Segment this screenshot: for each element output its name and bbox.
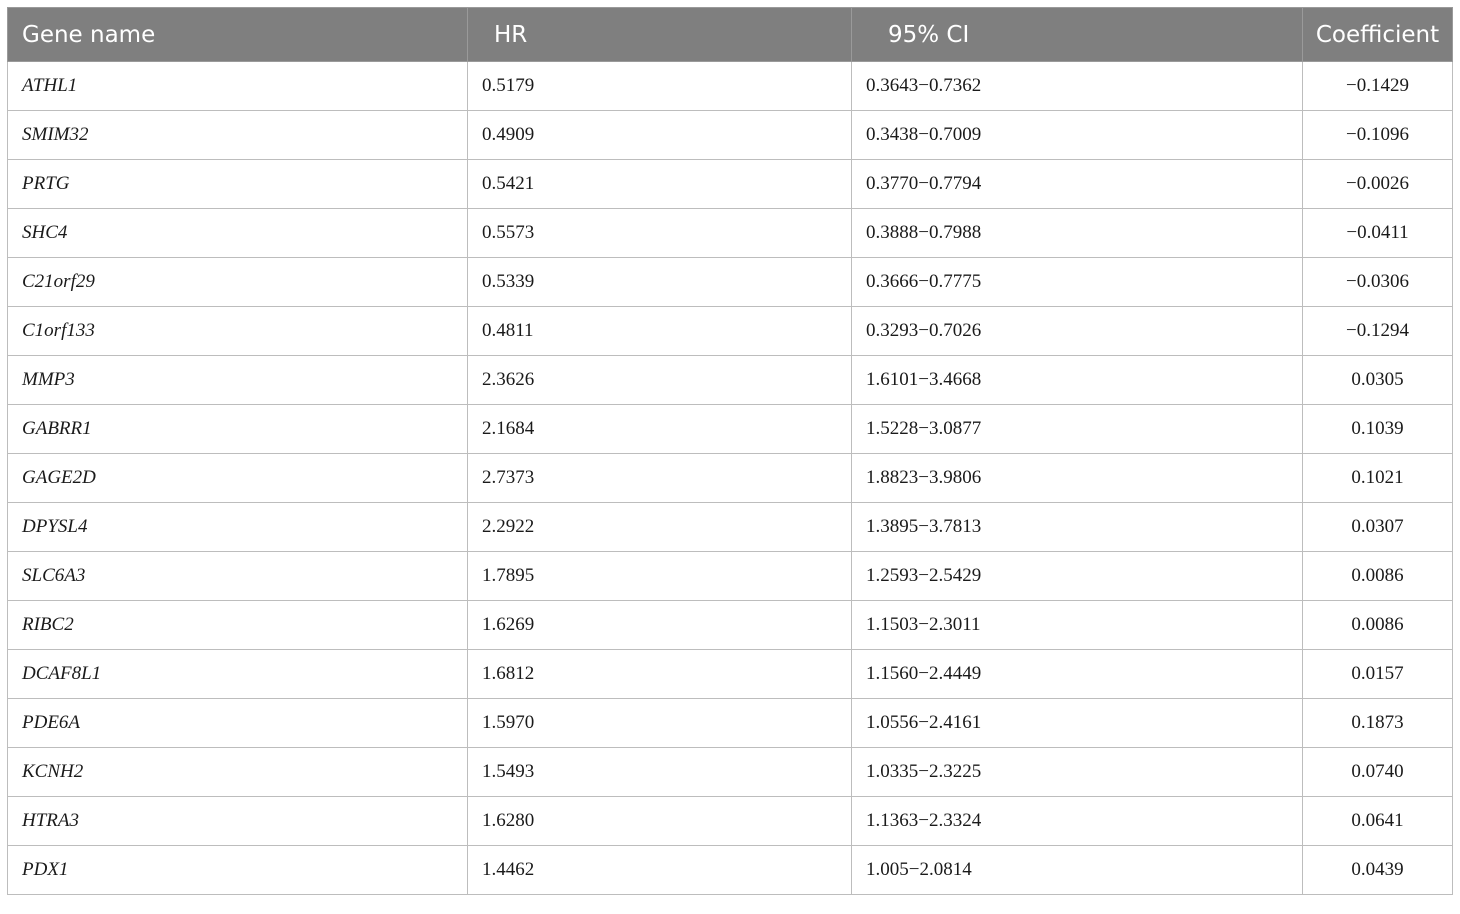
hr-cell: 1.6812 [468, 650, 852, 699]
gene-name-cell: SLC6A3 [8, 552, 468, 601]
gene-name-cell: DCAF8L1 [8, 650, 468, 699]
table-row [8, 356, 1453, 405]
table-row [8, 258, 1453, 307]
coefficient-cell: −0.0306 [1303, 258, 1453, 307]
coefficient-cell: 0.0307 [1303, 503, 1453, 552]
table-row [8, 62, 1453, 111]
hr-cell: 0.5573 [468, 209, 852, 258]
hr-cell: 2.1684 [468, 405, 852, 454]
gene-name-cell: KCNH2 [8, 748, 468, 797]
ci-cell: 1.0556−2.4161 [852, 699, 1303, 748]
gene-name-cell: PDX1 [8, 846, 468, 895]
coefficient-cell: 0.1039 [1303, 405, 1453, 454]
gene-name-cell: SMIM32 [8, 111, 468, 160]
header-hr: HR [468, 8, 852, 62]
table-row [8, 699, 1453, 748]
gene-name-cell: HTRA3 [8, 797, 468, 846]
coefficient-cell: −0.1294 [1303, 307, 1453, 356]
gene-name-cell: DPYSL4 [8, 503, 468, 552]
table-row [8, 307, 1453, 356]
coefficient-cell: 0.1873 [1303, 699, 1453, 748]
coefficient-cell: 0.1021 [1303, 454, 1453, 503]
header-row [8, 8, 1453, 62]
gene-name-cell: MMP3 [8, 356, 468, 405]
hr-cell: 2.7373 [468, 454, 852, 503]
ci-cell: 1.6101−3.4668 [852, 356, 1303, 405]
table-row [8, 503, 1453, 552]
ci-cell: 0.3643−0.7362 [852, 62, 1303, 111]
coefficient-cell: 0.0086 [1303, 552, 1453, 601]
gene-name-cell: C1orf133 [8, 307, 468, 356]
table-row [8, 160, 1453, 209]
table-row [8, 748, 1453, 797]
gene-name-cell: RIBC2 [8, 601, 468, 650]
gene-name-cell: C21orf29 [8, 258, 468, 307]
gene-name-cell: SHC4 [8, 209, 468, 258]
coefficient-cell: −0.0411 [1303, 209, 1453, 258]
table-row [8, 846, 1453, 895]
hr-cell: 1.6269 [468, 601, 852, 650]
ci-cell: 0.3293−0.7026 [852, 307, 1303, 356]
table-row [8, 209, 1453, 258]
table-row [8, 405, 1453, 454]
coefficient-cell: −0.0026 [1303, 160, 1453, 209]
header-coefficient: Coefficient [1303, 8, 1453, 62]
hr-cell: 1.5493 [468, 748, 852, 797]
ci-cell: 1.3895−3.7813 [852, 503, 1303, 552]
ci-cell: 0.3888−0.7988 [852, 209, 1303, 258]
hr-cell: 2.2922 [468, 503, 852, 552]
gene-name-cell: PRTG [8, 160, 468, 209]
hr-cell: 0.5421 [468, 160, 852, 209]
gene-name-cell: GABRR1 [8, 405, 468, 454]
table-row [8, 454, 1453, 503]
hr-cell: 1.4462 [468, 846, 852, 895]
ci-cell: 1.5228−3.0877 [852, 405, 1303, 454]
table-body [8, 62, 1453, 895]
gene-name-cell: GAGE2D [8, 454, 468, 503]
table-row [8, 797, 1453, 846]
gene-name-cell: ATHL1 [8, 62, 468, 111]
table-row [8, 650, 1453, 699]
ci-cell: 0.3666−0.7775 [852, 258, 1303, 307]
hr-cell: 0.4811 [468, 307, 852, 356]
ci-cell: 1.8823−3.9806 [852, 454, 1303, 503]
table-row [8, 601, 1453, 650]
ci-cell: 1.2593−2.5429 [852, 552, 1303, 601]
hr-cell: 2.3626 [468, 356, 852, 405]
hr-cell: 1.7895 [468, 552, 852, 601]
coefficient-cell: 0.0305 [1303, 356, 1453, 405]
hr-cell: 0.4909 [468, 111, 852, 160]
coefficient-cell: 0.0157 [1303, 650, 1453, 699]
ci-cell: 0.3438−0.7009 [852, 111, 1303, 160]
header-gene-name: Gene name [8, 8, 468, 62]
hr-cell: 1.5970 [468, 699, 852, 748]
table-header [8, 8, 1453, 62]
header-95-ci: 95% CI [852, 8, 1303, 62]
ci-cell: 0.3770−0.7794 [852, 160, 1303, 209]
hr-cell: 1.6280 [468, 797, 852, 846]
gene-hr-table [7, 7, 1453, 895]
coefficient-cell: 0.0740 [1303, 748, 1453, 797]
coefficient-cell: −0.1429 [1303, 62, 1453, 111]
gene-name-cell: PDE6A [8, 699, 468, 748]
hr-cell: 0.5179 [468, 62, 852, 111]
ci-cell: 1.0335−2.3225 [852, 748, 1303, 797]
table-row [8, 552, 1453, 601]
ci-cell: 1.1363−2.3324 [852, 797, 1303, 846]
table-row [8, 111, 1453, 160]
ci-cell: 1.1560−2.4449 [852, 650, 1303, 699]
coefficient-cell: −0.1096 [1303, 111, 1453, 160]
coefficient-cell: 0.0641 [1303, 797, 1453, 846]
coefficient-cell: 0.0086 [1303, 601, 1453, 650]
hr-cell: 0.5339 [468, 258, 852, 307]
ci-cell: 1.1503−2.3011 [852, 601, 1303, 650]
ci-cell: 1.005−2.0814 [852, 846, 1303, 895]
coefficient-cell: 0.0439 [1303, 846, 1453, 895]
